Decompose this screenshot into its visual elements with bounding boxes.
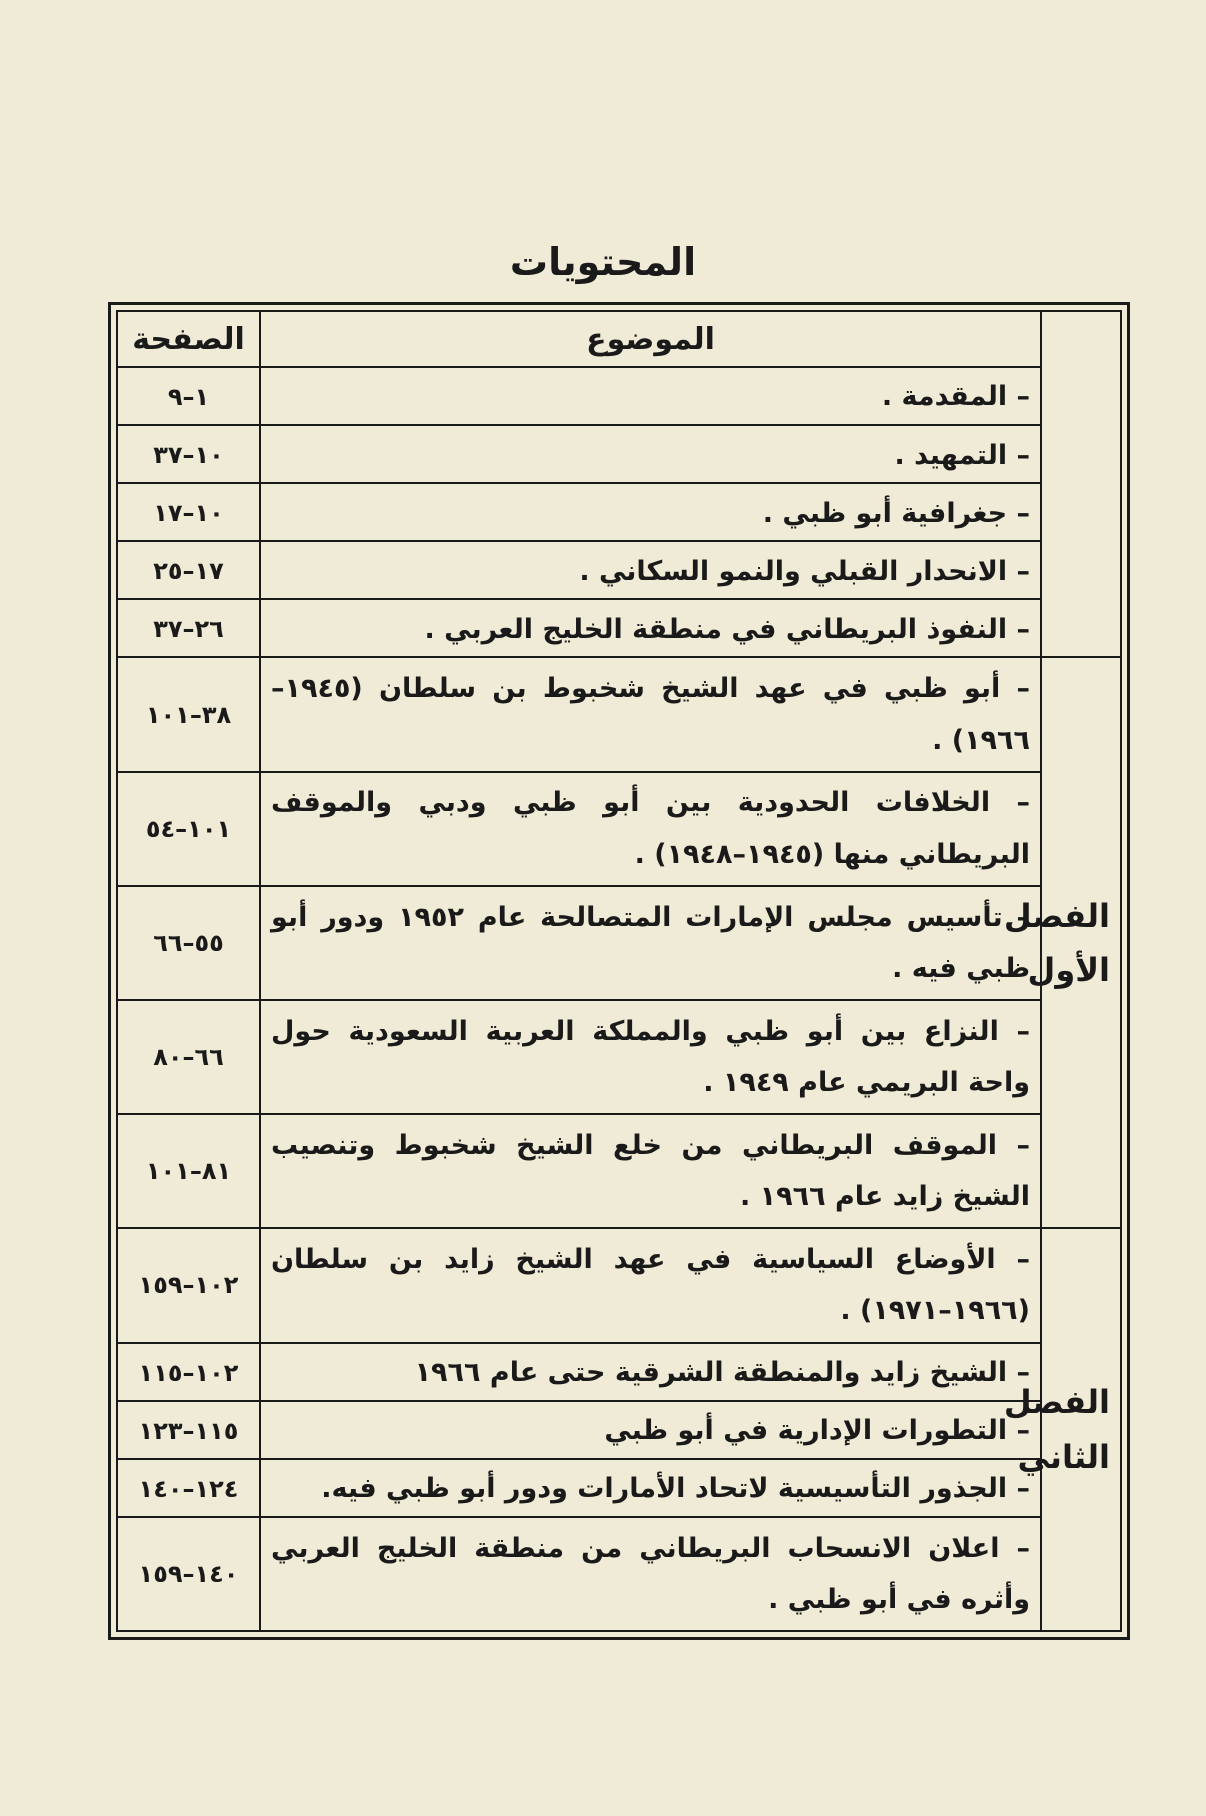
page-header: الصفحة bbox=[117, 311, 260, 367]
entry-subject: – التطورات الإدارية في أبو ظبي bbox=[260, 1401, 1041, 1459]
entry-pages: ٢٦–٣٧ bbox=[117, 599, 260, 657]
entry-pages: ١٠–١٧ bbox=[117, 483, 260, 541]
entry-subject: – تأسيس مجلس الإمارات المتصالحة عام ١٩٥٢ ودور أبو ظبي فيه . bbox=[260, 886, 1041, 1000]
contents-table-frame bbox=[108, 302, 1130, 1640]
entry-subject: – التمهيد . bbox=[260, 425, 1041, 483]
entry-subject: – النزاع بين أبو ظبي والمملكة العربية السعودية حول واحة البريمي عام ١٩٤٩ . bbox=[260, 1000, 1041, 1114]
table-row bbox=[117, 367, 1121, 425]
entry-pages: ٨١–١٠١ bbox=[117, 1114, 260, 1228]
entry-subject: – الانحدار القبلي والنمو السكاني . bbox=[260, 541, 1041, 599]
table-row bbox=[117, 599, 1121, 657]
entry-pages: ١١٥–١٢٣ bbox=[117, 1401, 260, 1459]
table-row bbox=[117, 657, 1121, 771]
chapter-blank-cell bbox=[1041, 311, 1121, 657]
entry-subject: – جغرافية أبو ظبي . bbox=[260, 483, 1041, 541]
table-row bbox=[117, 425, 1121, 483]
table-row bbox=[117, 772, 1121, 886]
entry-subject: – الموقف البريطاني من خلع الشيخ شخبوط وتنصيب الشيخ زايد عام ١٩٦٦ . bbox=[260, 1114, 1041, 1228]
entry-pages: ١٤٠–١٥٩ bbox=[117, 1517, 260, 1631]
entry-pages: ٦٦–٨٠ bbox=[117, 1000, 260, 1114]
table-row bbox=[117, 1114, 1121, 1228]
entry-pages: ٣٨–١٠١ bbox=[117, 657, 260, 771]
table-row bbox=[117, 1459, 1121, 1517]
table-row bbox=[117, 483, 1121, 541]
table-row bbox=[117, 1000, 1121, 1114]
entry-pages: ١٠–٣٧ bbox=[117, 425, 260, 483]
table-row bbox=[117, 886, 1121, 1000]
entry-pages: ١٧–٢٥ bbox=[117, 541, 260, 599]
entry-subject: – الشيخ زايد والمنطقة الشرقية حتى عام ١٩٦٦ bbox=[260, 1343, 1041, 1401]
entry-pages: ٥٥–٦٦ bbox=[117, 886, 260, 1000]
page-title: المحتويات bbox=[509, 240, 697, 284]
entry-subject: – اعلان الانسحاب البريطاني من منطقة الخليج العربي وأثره في أبو ظبي . bbox=[260, 1517, 1041, 1631]
chapter-one-label: الفصل الأول bbox=[1041, 657, 1121, 1228]
entry-pages: ١٠١–٥٤ bbox=[117, 772, 260, 886]
table-row bbox=[117, 1517, 1121, 1631]
table-header-row bbox=[117, 311, 1121, 367]
entry-subject: – الجذور التأسيسية لاتحاد الأمارات ودور أبو ظبي فيه. bbox=[260, 1459, 1041, 1517]
table-row bbox=[117, 1228, 1121, 1342]
subject-header: الموضوع bbox=[260, 311, 1041, 367]
table-row bbox=[117, 541, 1121, 599]
table-row bbox=[117, 1401, 1121, 1459]
entry-subject: – الأوضاع السياسية في عهد الشيخ زايد بن سلطان (١٩٦٦–١٩٧١) . bbox=[260, 1228, 1041, 1342]
chapter-two-label: الفصل الثاني bbox=[1041, 1228, 1121, 1631]
entry-subject: – أبو ظبي في عهد الشيخ شخبوط بن سلطان (١٩٤٥–١٩٦٦) . bbox=[260, 657, 1041, 771]
table-row bbox=[117, 1343, 1121, 1401]
entry-subject: – النفوذ البريطاني في منطقة الخليج العربي . bbox=[260, 599, 1041, 657]
entry-pages: ١٠٢–١٥٩ bbox=[117, 1228, 260, 1342]
entry-pages: ١–٩ bbox=[117, 367, 260, 425]
entry-subject: – المقدمة . bbox=[260, 367, 1041, 425]
entry-subject: – الخلافات الحدودية بين أبو ظبي ودبي والموقف البريطاني منها (١٩٤٥–١٩٤٨) . bbox=[260, 772, 1041, 886]
entry-pages: ١٠٢–١١٥ bbox=[117, 1343, 260, 1401]
entry-pages: ١٢٤–١٤٠ bbox=[117, 1459, 260, 1517]
contents-table bbox=[116, 310, 1122, 1632]
